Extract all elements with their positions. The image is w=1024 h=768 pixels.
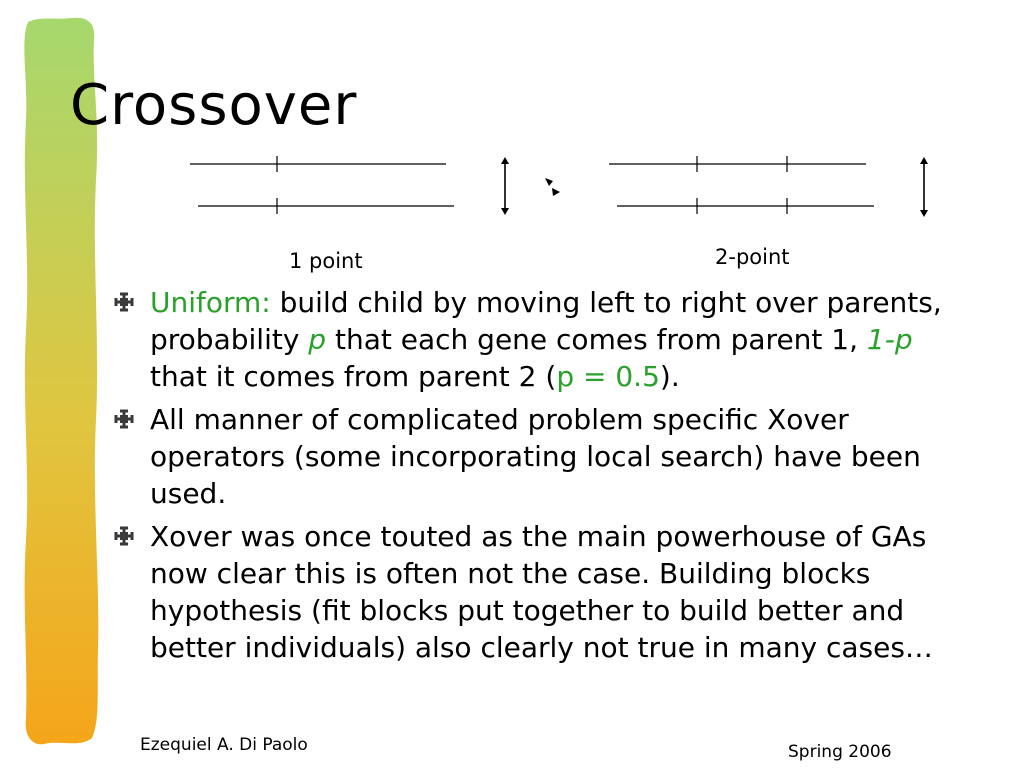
crossover-swap-icon (545, 178, 560, 196)
one-point-diagram (190, 156, 454, 214)
caption-one-point: 1 point (289, 249, 363, 273)
symbol-one-minus-p: 1-p (866, 323, 913, 356)
bullet-icon (114, 409, 134, 429)
bullet-text: that it comes from parent 2 ( (150, 360, 557, 393)
bullet-text: ). (659, 360, 680, 393)
bullet-text: Xover was once touted as the main powerhouse of GAs now clear this is often not the case. Building blocks hypothesis (fit blocks put together to build better and better individuals) also clearly not true in many cases… (150, 520, 933, 664)
symbol-p: p (308, 323, 327, 356)
footer-author: Ezequiel A. Di Paolo (140, 735, 308, 755)
bullet-text: All manner of complicated problem specific Xover operators (some incorporating local search) have been used. (150, 403, 921, 510)
uniform-label: Uniform: (150, 286, 271, 319)
footer-term: Spring 2006 (788, 742, 892, 762)
bullet-uniform (112, 284, 972, 395)
bullet-list (112, 284, 972, 672)
double-arrow-icon (501, 157, 509, 215)
bullet-xover-operators (112, 401, 972, 512)
crossover-diagram (180, 150, 900, 230)
caption-two-point: 2-point (715, 245, 790, 269)
p-value: p = 0.5 (556, 360, 660, 393)
bullet-text: that each gene comes from parent 1, (326, 323, 867, 356)
double-arrow-icon (914, 155, 934, 219)
two-point-diagram (609, 156, 874, 214)
slide-title: Crossover (70, 73, 358, 138)
bullet-icon (114, 292, 134, 312)
bullet-xover-powerhouse (112, 518, 972, 666)
bullet-icon (114, 526, 134, 546)
bullet-text: build child by moving left to right over parents, probability (150, 286, 942, 356)
